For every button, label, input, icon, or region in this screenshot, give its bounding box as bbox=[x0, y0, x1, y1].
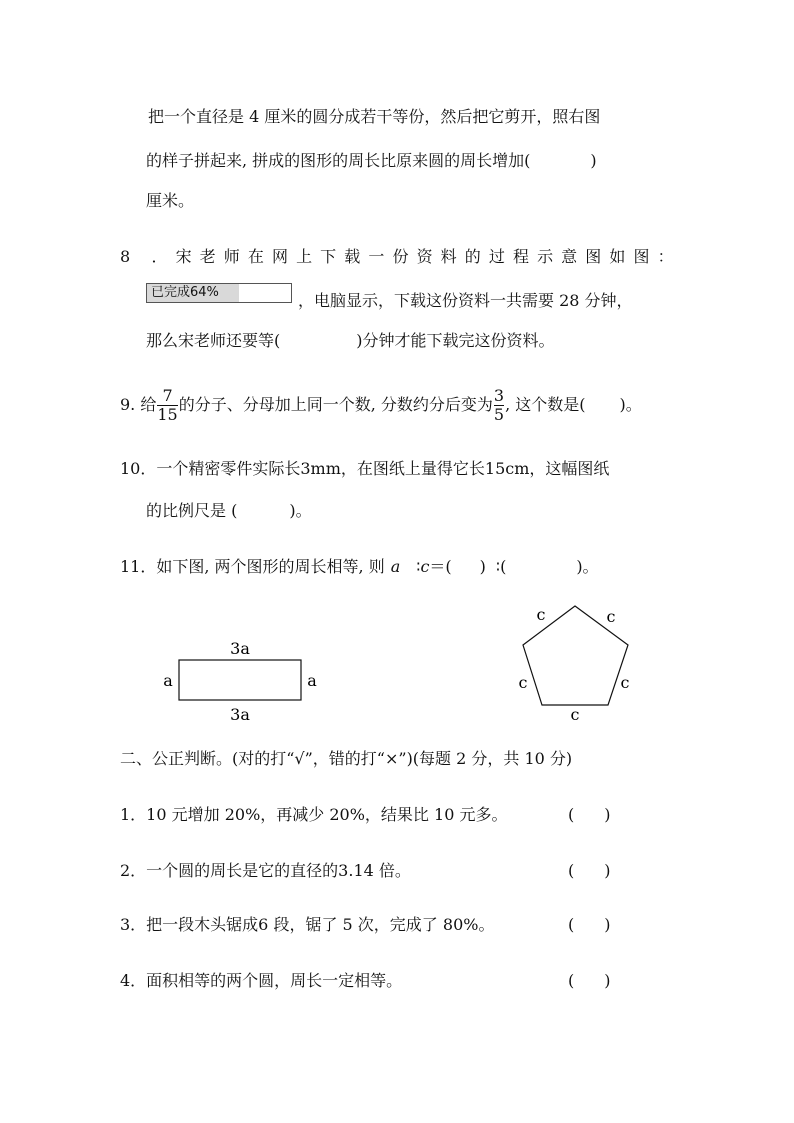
judgment-item-3: 3．把一段木头锯成6 段，锯了 5 次，完成了 80%。 bbox=[120, 915, 495, 934]
judgment-answer-1[interactable] bbox=[568, 804, 611, 826]
rectangle-shape bbox=[179, 660, 301, 700]
download-progress-bar bbox=[146, 283, 292, 303]
q8-line1: 8 ．宋老师在网上下载一份资料的过程示意图如图： bbox=[120, 247, 682, 266]
fraction-numerator: 3 bbox=[493, 386, 505, 405]
pentagon-side-label: c bbox=[518, 673, 528, 692]
ratio-colon: ∶ bbox=[416, 557, 421, 576]
q8-line2: ，电脑显示，下载这份资料一共需要 28 分钟， bbox=[298, 291, 633, 310]
q9-suffix: , 这个数是( bbox=[505, 395, 586, 414]
q11-line bbox=[120, 556, 599, 578]
judgment-answer-4[interactable] bbox=[568, 970, 611, 992]
rectangle-figure bbox=[150, 632, 340, 728]
judgment-item-2: 2．一个圆的周长是它的直径的3.14 倍。 bbox=[120, 861, 411, 880]
paren-left: ( bbox=[568, 861, 575, 880]
pentagon-figure bbox=[505, 596, 645, 726]
q10-line1: 10．一个精密零件实际长3mm，在图纸上量得它长15cm，这幅图纸 bbox=[120, 459, 610, 478]
q9-middle: 的分子、分母加上同一个数, 分数约分后变为 bbox=[178, 395, 493, 414]
fraction-denominator: 15 bbox=[157, 405, 178, 424]
q11-text: 11．如下图, 两个图形的周长相等, 则 bbox=[120, 557, 385, 576]
q10-line2 bbox=[146, 500, 312, 522]
q7-line2-text: 的样子拼起来, 拼成的图形的周长比原来圆的周长增加( bbox=[146, 151, 531, 170]
close-paren-end: )。 bbox=[576, 557, 599, 576]
rect-right-label: a bbox=[307, 671, 317, 690]
paren-right: ) bbox=[604, 861, 611, 880]
pentagon-side-label: c bbox=[606, 607, 616, 626]
q9-prefix: 9. 给 bbox=[120, 395, 157, 414]
q7-line3: 厘米。 bbox=[146, 191, 195, 210]
progress-label: 已完成64% bbox=[151, 285, 219, 300]
q9-close: )。 bbox=[619, 395, 642, 414]
judgment-item-1: 1．10 元增加 20%，再减少 20%，结果比 10 元多。 bbox=[120, 805, 508, 824]
pentagon-side-label: c bbox=[536, 605, 546, 624]
q9-line bbox=[120, 386, 642, 424]
equals-paren: ＝( bbox=[429, 557, 452, 576]
fraction-7-15 bbox=[157, 387, 177, 424]
rect-left-label: a bbox=[163, 671, 173, 690]
var-c: c bbox=[420, 557, 430, 576]
q10-line2-text: 的比例尺是 ( bbox=[146, 501, 238, 520]
q8-line3-rest: )分钟才能下载完这份资料。 bbox=[356, 331, 555, 350]
judgment-answer-3[interactable] bbox=[568, 914, 611, 936]
fraction-denominator: 5 bbox=[493, 405, 505, 424]
paren-left: ( bbox=[568, 805, 575, 824]
paren-right: ) bbox=[604, 915, 611, 934]
paren-left: ( bbox=[568, 971, 575, 990]
fraction-numerator: 7 bbox=[162, 386, 173, 405]
rect-top-label: 3a bbox=[230, 639, 250, 658]
pentagon-side-label: c bbox=[620, 673, 630, 692]
q10-close: )。 bbox=[289, 501, 312, 520]
close-paren: ) bbox=[479, 557, 486, 576]
rect-bottom-label: 3a bbox=[230, 705, 250, 724]
q7-close-paren: ) bbox=[590, 151, 597, 170]
paren-left: ( bbox=[568, 915, 575, 934]
judgment-item-4: 4．面积相等的两个圆，周长一定相等。 bbox=[120, 971, 403, 990]
section2-heading: 二、公正判断。(对的打“√”，错的打“×”)(每题 2 分，共 10 分) bbox=[120, 749, 573, 768]
fraction-3-5 bbox=[494, 387, 504, 424]
paren-right: ) bbox=[604, 971, 611, 990]
judgment-answer-2[interactable] bbox=[568, 860, 611, 882]
paren-right: ) bbox=[604, 805, 611, 824]
q7-line2 bbox=[146, 150, 597, 172]
var-a: a bbox=[390, 557, 401, 576]
ratio-colon-paren: ∶( bbox=[495, 557, 507, 576]
q8-line3 bbox=[146, 330, 555, 352]
q7-line1: 把一个直径是 4 厘米的圆分成若干等份，然后把它剪开，照右图 bbox=[148, 107, 601, 126]
pentagon-side-label: c bbox=[570, 705, 580, 724]
q8-line3-text: 那么宋老师还要等( bbox=[146, 331, 281, 350]
